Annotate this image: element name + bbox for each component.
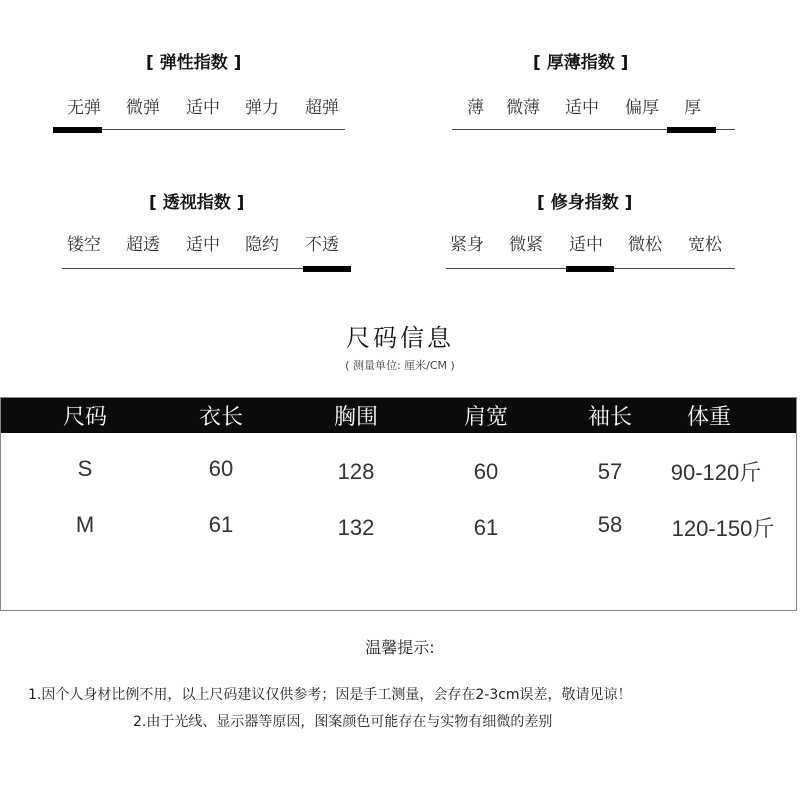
header-chest: 胸围 xyxy=(333,405,379,430)
cell-shoulder: 61 xyxy=(473,515,499,540)
thickness-option: 薄 xyxy=(467,98,484,118)
elasticity-option: 适中 xyxy=(186,98,220,118)
size-info-title: 尺码信息 xyxy=(346,324,454,352)
tips-line-1: 1.因个人身材比例不用，以上尺码建议仅供参考；因是手工测量，会存在2-3cm误差，敬请见谅！ xyxy=(28,687,632,703)
elasticity-option: 弹力 xyxy=(245,98,279,118)
cell-chest: 132 xyxy=(337,515,375,540)
header-length: 衣长 xyxy=(198,405,244,430)
header-size: 尺码 xyxy=(62,405,108,430)
cell-sleeve: 57 xyxy=(597,459,623,484)
elasticity-selected-marker xyxy=(53,127,102,133)
transparency-option: 镂空 xyxy=(67,235,101,255)
cell-shoulder: 60 xyxy=(473,459,499,484)
cell-weight: 120-150斤 xyxy=(671,516,775,541)
cell-chest: 128 xyxy=(337,459,375,484)
cell-size: S xyxy=(77,456,93,481)
transparency-selected-marker xyxy=(303,266,351,272)
fit-option: 微紧 xyxy=(509,235,543,255)
transparency-option: 不透 xyxy=(305,235,339,255)
cell-length: 60 xyxy=(208,456,234,481)
elasticity-option: 无弹 xyxy=(67,98,101,118)
cell-size: M xyxy=(75,512,95,537)
cell-length: 61 xyxy=(208,512,234,537)
transparency-option: 隐约 xyxy=(245,235,279,255)
header-weight: 体重 xyxy=(686,405,732,430)
size-table-header xyxy=(1,398,796,433)
size-table xyxy=(0,397,797,611)
elasticity-option: 超弹 xyxy=(305,98,339,118)
thickness-option: 适中 xyxy=(565,98,599,118)
header-sleeve: 袖长 xyxy=(587,405,633,430)
cell-sleeve: 58 xyxy=(597,512,623,537)
fit-title: [ 修身指数 ] xyxy=(537,193,633,213)
fit-selected-marker xyxy=(566,266,614,272)
fit-option: 微松 xyxy=(628,235,662,255)
fit-option: 适中 xyxy=(569,235,603,255)
cell-weight: 90-120斤 xyxy=(670,460,762,485)
tips-line-2: 2.由于光线、显示器等原因，图案颜色可能存在与实物有细微的差别 xyxy=(133,714,553,730)
fit-option: 宽松 xyxy=(688,235,722,255)
tips-title: 温馨提示: xyxy=(365,638,435,657)
thickness-option: 厚 xyxy=(684,98,701,118)
header-shoulder: 肩宽 xyxy=(463,405,509,430)
transparency-title: [ 透视指数 ] xyxy=(149,193,245,213)
elasticity-title: [ 弹性指数 ] xyxy=(146,53,242,73)
transparency-option: 适中 xyxy=(186,235,220,255)
transparency-option: 超透 xyxy=(126,235,160,255)
fit-option: 紧身 xyxy=(450,235,484,255)
size-info-unit: ( 测量单位: 厘米/CM ) xyxy=(345,359,455,372)
thickness-selected-marker xyxy=(667,127,716,133)
thickness-option: 微薄 xyxy=(506,98,540,118)
thickness-title: [ 厚薄指数 ] xyxy=(533,53,629,73)
elasticity-option: 微弹 xyxy=(126,98,160,118)
thickness-option: 偏厚 xyxy=(625,98,659,118)
